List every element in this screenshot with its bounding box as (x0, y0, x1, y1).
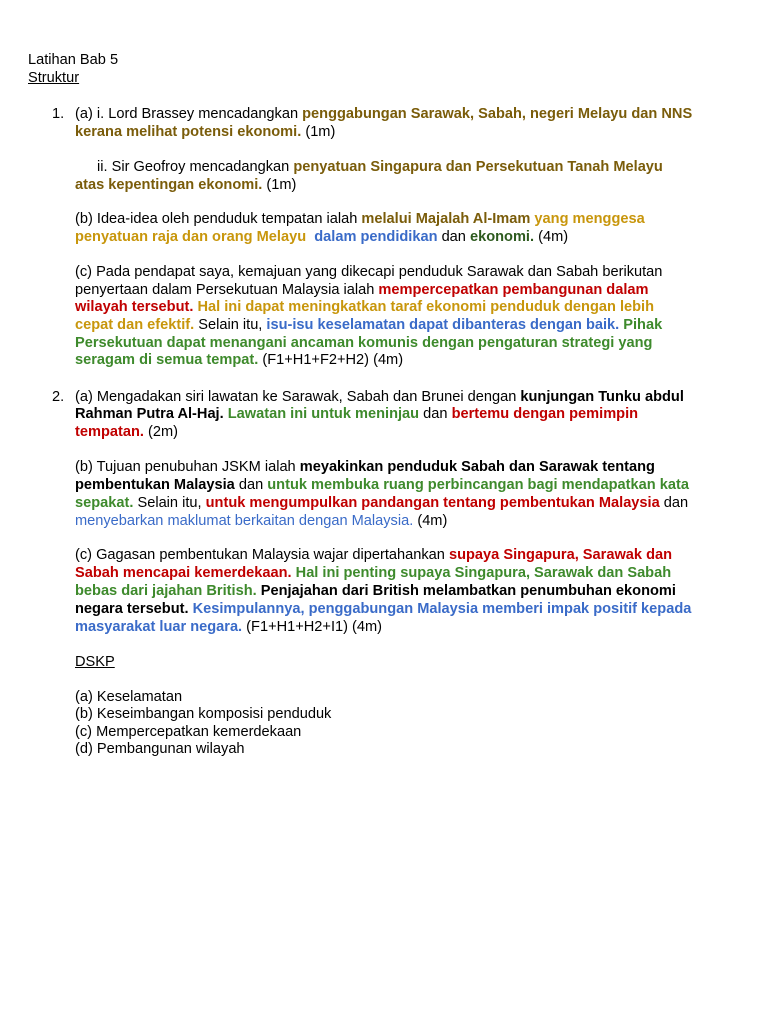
text-line (75, 389, 684, 407)
text-segment: negara tersebut. (75, 601, 189, 617)
text-segment: cepat dan efektif. (75, 317, 195, 333)
text-line (75, 654, 115, 672)
text-segment: Rahman Putra Al-Haj. (75, 406, 224, 422)
text-segment: mempercepatkan pembangunan dalam (378, 282, 649, 298)
text-segment: (F1+H1+H2+I1) (4m) (242, 619, 383, 635)
text-segment: yang menggesa (530, 211, 645, 227)
text-line (75, 459, 655, 477)
text-segment: Lawatan ini untuk meninjau (223, 406, 420, 422)
text-segment: kunjungan Tunku abdul (520, 389, 684, 405)
text-segment: atas kepentingan ekonomi. (75, 177, 263, 193)
text-segment: (4m) (413, 513, 448, 529)
text-segment: dan (419, 406, 452, 422)
text-line (97, 159, 663, 177)
text-segment: (d) Pembangunan wilayah (75, 741, 245, 757)
text-segment: (1m) (301, 124, 336, 140)
text-segment: untuk membuka ruang perbincangan bagi mendapatkan kata (267, 477, 689, 493)
text-line (75, 724, 301, 742)
text-segment: ii. Sir Geofroy mencadangkan (97, 159, 294, 175)
text-segment: (c) Gagasan pembentukan Malaysia wajar dipertahankan (75, 547, 449, 563)
text-segment: Selain itu, (194, 317, 267, 333)
text-segment: isu-isu keselamatan dapat dibanteras dengan baik. (266, 317, 620, 333)
text-segment: DSKP (75, 654, 115, 670)
text-segment: 2. (52, 389, 65, 405)
document-title: Latihan Bab 5 (28, 52, 119, 68)
text-segment: penyertaan dalam Persekutuan Malaysia ialah (75, 282, 379, 298)
text-segment: sepakat. (75, 495, 134, 511)
text-segment: penyatuan Singapura dan Persekutuan Tanah Melayu (293, 159, 663, 175)
text-segment: (a) Keselamatan (75, 689, 183, 705)
text-segment: (a) Mengadakan siri lawatan ke Sarawak, Sabah dan Brunei dengan (75, 389, 521, 405)
text-segment: dan (234, 477, 268, 493)
text-line (52, 106, 64, 124)
text-line (75, 106, 692, 124)
text-segment: Sabah mencapai kemerdekaan. (75, 565, 292, 581)
text-line (75, 583, 676, 601)
text-line (75, 406, 638, 424)
text-segment: Selain itu, (133, 495, 206, 511)
text-line (75, 565, 671, 583)
text-segment: penyatuan raja dan orang Melayu (75, 229, 311, 245)
text-line (75, 477, 689, 495)
text-segment: melalui Majalah Al-Imam (361, 211, 531, 227)
text-segment: supaya Singapura, Sarawak dan (448, 547, 673, 563)
text-segment: ekonomi. (469, 229, 535, 245)
text-line (75, 177, 296, 195)
text-line (75, 335, 652, 353)
text-segment: (a) i. Lord Brassey mencadangkan (75, 106, 303, 122)
text-line (75, 513, 447, 531)
text-segment: (b) Keseimbangan komposisi penduduk (75, 706, 332, 722)
text-segment: seragam di semua tempat. (75, 352, 259, 368)
text-line (75, 211, 645, 229)
text-line (75, 741, 245, 759)
text-line (75, 229, 568, 247)
text-segment: 1. (52, 106, 65, 122)
text-segment: (b) Tujuan penubuhan JSKM ialah (75, 459, 300, 475)
text-segment: masyarakat luar negara. (75, 619, 243, 635)
text-segment: Penjajahan dari British melambatkan penumbuhan ekonomi (256, 583, 676, 599)
text-line (75, 547, 672, 565)
text-line (75, 124, 335, 142)
text-segment: tempatan. (75, 424, 144, 440)
text-line (75, 299, 654, 317)
text-segment: bebas dari jajahan British. (75, 583, 257, 599)
text-segment: (2m) (143, 424, 178, 440)
text-segment: untuk mengumpulkan pandangan tentang pembentukan Malaysia (205, 495, 660, 511)
text-segment: dan (659, 495, 689, 511)
text-segment: meyakinkan penduduk Sabah dan Sarawak tentang (299, 459, 655, 475)
text-segment: (4m) (534, 229, 569, 245)
text-line (52, 389, 64, 407)
text-segment: (1m) (262, 177, 297, 193)
text-line (75, 706, 331, 724)
text-segment: Persekutuan dapat menangani ancaman komunis dengan pengaturan strategi yang (75, 335, 653, 351)
text-segment: (F1+H1+F2+H2) (4m) (258, 352, 404, 368)
text-line (75, 601, 691, 619)
text-line (75, 689, 182, 707)
text-line (75, 317, 662, 335)
text-segment: dan (437, 229, 470, 245)
document-subtitle: Struktur (28, 70, 80, 86)
text-line (75, 282, 648, 300)
text-segment: dalam pendidikan (310, 229, 438, 245)
text-segment: Pihak (619, 317, 663, 333)
text-segment: Kesimpulannya, penggabungan Malaysia memberi impak positif kepada (188, 601, 692, 617)
text-segment: wilayah tersebut. (75, 299, 194, 315)
text-line (75, 424, 178, 442)
text-segment: (b) Idea-idea oleh penduduk tempatan ialah (75, 211, 362, 227)
text-line (75, 352, 403, 370)
text-segment: Hal ini dapat meningkatkan taraf ekonomi penduduk dengan lebih (193, 299, 655, 315)
text-line (75, 264, 662, 282)
text-segment: Hal ini penting supaya Singapura, Sarawak dan Sabah (291, 565, 672, 581)
text-segment: menyebarkan maklumat berkaitan dengan Malaysia. (75, 513, 414, 529)
text-line (75, 495, 688, 513)
text-segment: kerana melihat potensi ekonomi. (75, 124, 302, 140)
text-segment: penggabungan Sarawak, Sabah, negeri Melayu dan NNS (302, 106, 693, 122)
text-line (75, 619, 382, 637)
text-segment: (c) Pada pendapat saya, kemajuan yang dikecapi penduduk Sarawak dan Sabah berikutan (75, 264, 663, 280)
text-segment: (c) Mempercepatkan kemerdekaan (75, 724, 302, 740)
text-segment: bertemu dengan pemimpin (451, 406, 639, 422)
text-segment: pembentukan Malaysia (75, 477, 235, 493)
